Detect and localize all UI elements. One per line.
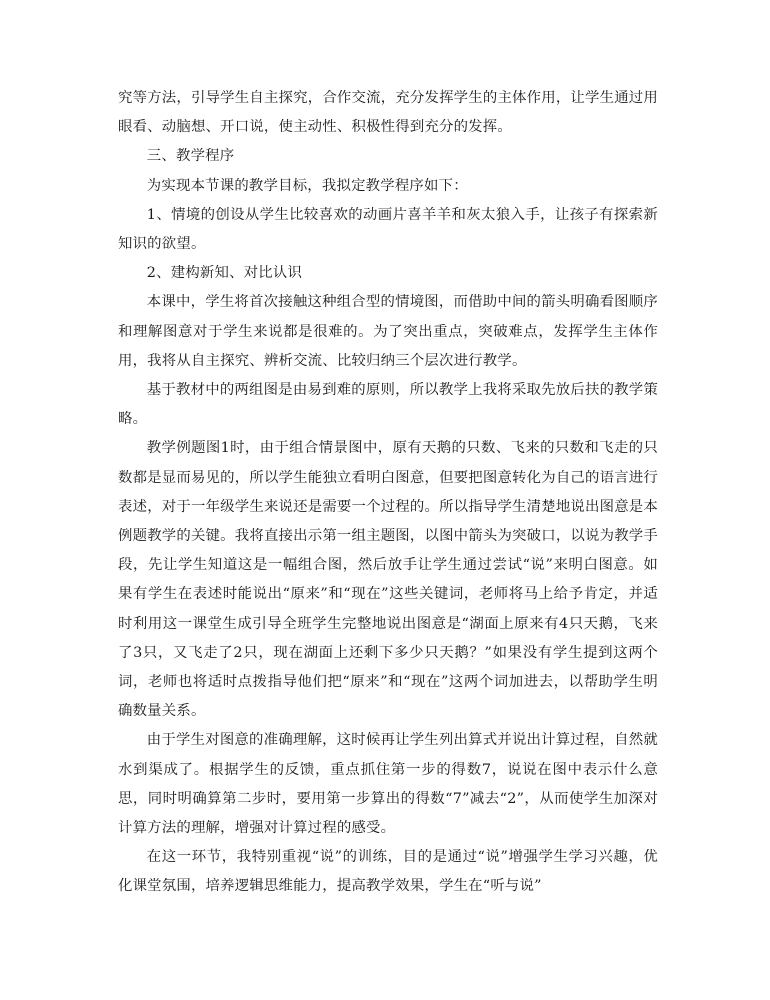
paragraph: 在这一环节，我特别重视“说”的训练，目的是通过“说”增强学生学习兴趣，优化课堂氛围，培养逻辑思维能力，提高教学效果，学生在“听与说”	[118, 849, 658, 895]
paragraph: 由于学生对图意的准确理解，这时候再让学生列出算式并说出计算过程，自然就水到渠成了。根据学生的反馈，重点抓住第一步的得数7，说说在图中表示什么意思，同时明确算第二步时，要用第一步算出的得数“7”减去“2”，从而使学生加深对计算方法的理解，增强对计算过程的感受。	[118, 732, 658, 837]
paragraph-continued: 究等方法，引导学生自主探究，合作交流，充分发挥学生的主体作用，让学生通过用眼看、动脑想、开口说，使主动性、积极性得到充分的发挥。	[118, 90, 658, 136]
subsection-heading: 2、建构新知、对比认识	[146, 265, 303, 282]
paragraph: 1、情境的创设从学生比较喜欢的动画片喜羊羊和灰太狼入手，让孩子有探索新知识的欲望。	[118, 206, 658, 253]
section-heading: 三、教学程序	[146, 148, 235, 165]
document-body	[118, 84, 658, 902]
paragraph: 本课中，学生将首次接触这种组合型的情境图，而借助中间的箭头明确看图顺序和理解图意对于学生来说都是很难的。为了突出重点，突破难点，发挥学生主体作用，我将从自主探究、辨析交流、比较归纳三个层次进行教学。	[118, 294, 658, 369]
paragraph: 基于教材中的两组图是由易到难的原则，所以教学上我将采取先放后扶的教学策略。	[118, 382, 658, 428]
paragraph: 为实现本节课的教学目标，我拟定教学程序如下：	[146, 177, 468, 194]
paragraph: 教学例题图1时，由于组合情景图中，原有天鹅的只数、飞来的只数和飞走的只数都是显而易见的，所以学生能独立看明白图意，但要把图意转化为自己的语言进行表述，对于一年级学生来说还是需要一个过程的。所以指导学生清楚地说出图意是本例题教学的关键。我将直接出示第一组主题图，以图中箭头为突破口，以说为教学手段，先让学生知道这是一幅组合图，然后放手让学生通过尝试“说”来明白图意。如果有学生在表述时能说出“原来”和“现在”这些关键词，老师将马上给予肯定，并适时利用这一课堂生成引导全班学生完整地说出图意是“湖面上原来有4只天鹅，飞来了3只，又飞走了2只，现在湖面上还剩下多少只天鹅？”如果没有学生提到这两个词，老师也将适时点拨指导他们把“原来”和“现在”这两个词加进去，以帮助学生明确数量关系。	[118, 440, 658, 720]
